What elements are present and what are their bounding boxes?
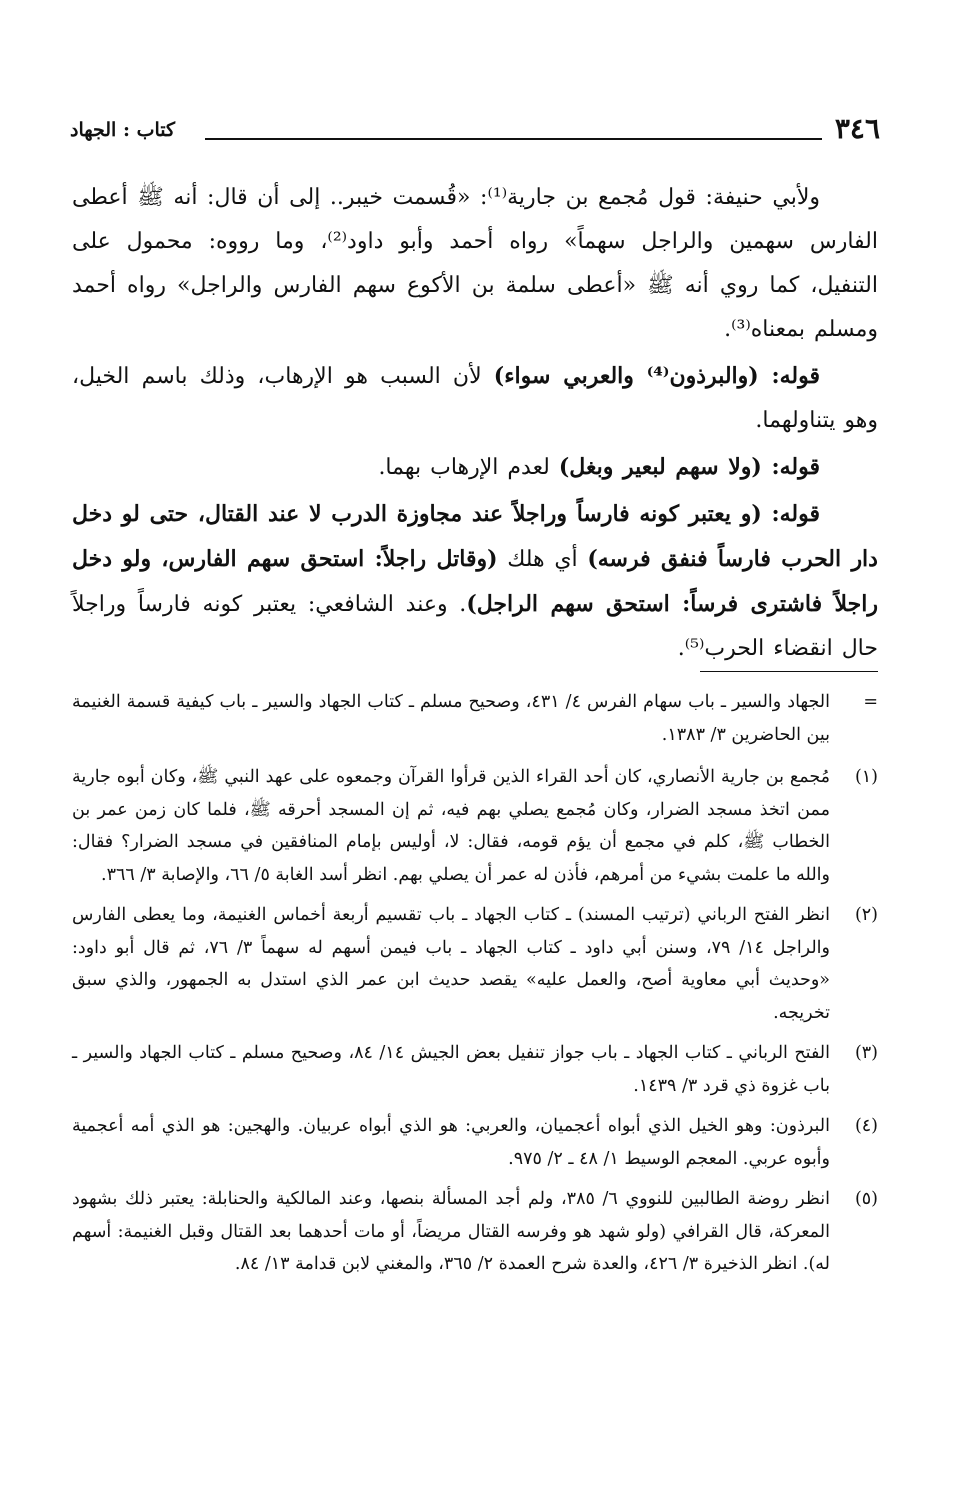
commentary-text: . وعند الشافعي: يعتبر كونه فارساً وراجلاً حال انقضاء الحرب⁽⁵⁾. [72, 592, 878, 661]
footnote-text: انظر الفتح الرباني (ترتيب المسند) ـ كتاب الجهاد ـ باب تقسيم أربعة أخماس الغنيمة، وما يعطى الفارس والراجل ١٤/ ٧٩، وسنن أبي داود ـ كتاب الجهاد ـ باب فيمن أسهم له سهماً ٣/ ٧٦، ثم قال أبو داود: «وحديث أبي معاوية أصح، والعمل عليه» يقصد حديث ابن عمر الذي استدل به الجمهور، والذي سبق تخريجه. [72, 905, 830, 1023]
footnote-continuation [72, 686, 878, 751]
commentary-text: أي هلك [497, 547, 588, 572]
header-rule [205, 138, 822, 140]
paragraph-rider-status [72, 492, 878, 671]
footnote-number: (٥) [854, 1189, 878, 1209]
footnote-text: مُجمع بن جارية الأنصاري، كان أحد القراء الذين قرأوا القرآن وجمعوه على عهد النبي ﷺ، وكان أبوه جارية ممن اتخذ مسجد الضرار، وكان مُجمع يصلي بهم فيه، ثم إن المسجد أحرقه ﷺ، فلما كان زمن عمر بن الخطاب ﷺ، كلم في مجمع أن يؤم قومه، فقال: لا، أوليس بإمام المنافقين في مسجد الضرار؟ فقال: والله ما علمت بشيء من أمرهم، فأذن له عمر أن يصلي بهم. انظر أسد الغابة ٥/ ٦٦، والإصابة ٣/ ٣٦٦. [72, 767, 830, 885]
quote-label: قوله: (و يعتبر كونه فارساً وراجلاً عند مجاوزة الدرب لا عند القتال، حتى لو دخل دار الحرب فارساً فنفق فرسه) [72, 501, 878, 572]
main-text [72, 176, 878, 673]
commentary-text: لأن السبب هو الإرهاب، وذلك باسم الخيل، وهو يتناولهما. [72, 364, 878, 433]
page-number: ٣٤٦ [834, 112, 880, 145]
quote-label: قوله: (ولا سهم لبعير وبغل) [558, 454, 820, 480]
paragraph-camel-mule [72, 445, 878, 490]
footnote-text: انظر روضة الطالبين للنووي ٦/ ٣٨٥، ولم أجد المسألة بنصها، وعند المالكية والحنابلة: يعتبر ذلك بشهود المعركة، قال القرافي (ولو شهد هو وفرسه القتال مريضاً، أو مات أحدهما بعد القتال وقبل الغنيمة: أسهم له). انظر الذخيرة ٣/ ٤٢٦، والعدة شرح العمدة ٢/ ٣٦٥، والمغني لابن قدامة ١٣/ ٨٤. [72, 1189, 830, 1274]
footnote-text: الفتح الرباني ـ كتاب الجهاد ـ باب جواز تنفيل بعض الجيش ١٤/ ٨٤، وصحيح مسلم ـ كتاب الجهاد والسير ـ باب غزوة ذي قرد ٣/ ١٤٣٩. [72, 1043, 830, 1096]
footnote-text: البرذون: وهو الخيل الذي أبواه أعجميان، والعربي: هو الذي أبواه عربيان. والهجين: هو الذي أمه أعجمية وأبوه عربي. المعجم الوسيط ١/ ٤٨ ـ ٢/ ٩٧٥. [72, 1116, 830, 1169]
footnote-number: (١) [854, 767, 878, 787]
footnote-number: (٤) [854, 1116, 878, 1136]
quote-label: قوله: (والبرذون⁽⁴⁾ والعربي سواء) [493, 363, 820, 389]
running-title: كتاب : الجهاد [70, 119, 176, 141]
page-header [70, 112, 880, 152]
footnotes [72, 686, 878, 1289]
footnote-text: الجهاد والسير ـ باب سهام الفرس ٤/ ٤٣١، وصحيح مسلم ـ كتاب الجهاد والسير ـ باب كيفية قسمة الغنيمة بين الحاضرين ٣/ ١٣٨٣. [72, 692, 830, 745]
footnote-3 [72, 1037, 878, 1102]
footnote-number: (٣) [854, 1043, 878, 1063]
paragraph-birdhawn [72, 354, 878, 443]
paragraph-abu-hanifa: ولأبي حنيفة: قول مُجمع بن جارية⁽¹⁾: «قُسمت خيبر.. إلى أن قال: أنه ﷺ أعطى الفارس سهمين والراجل سهماً» رواه أحمد وأبو داود⁽²⁾، وما رووه: محمول على التنفيل، كما روي أنه ﷺ «أعطى سلمة بن الأكوع سهم الفارس والراجل» رواه أحمد ومسلم بمعناه⁽³⁾. [72, 185, 878, 342]
commentary-text: لعدم الإرهاب بهما. [378, 455, 559, 480]
footnote-4 [72, 1110, 878, 1175]
footnote-number: (٢) [854, 905, 878, 925]
footnote-5 [72, 1183, 878, 1281]
quote-label: (وقاتل راجلاً: استحق سهم الفارس، ولو دخل راجلاً فاشترى فرساً: استحق سهم الراجل) [72, 546, 878, 617]
footnote-1 [72, 761, 878, 891]
footnote-2 [72, 899, 878, 1029]
continuation-marker: = [863, 692, 878, 712]
footnote-separator [700, 671, 878, 672]
